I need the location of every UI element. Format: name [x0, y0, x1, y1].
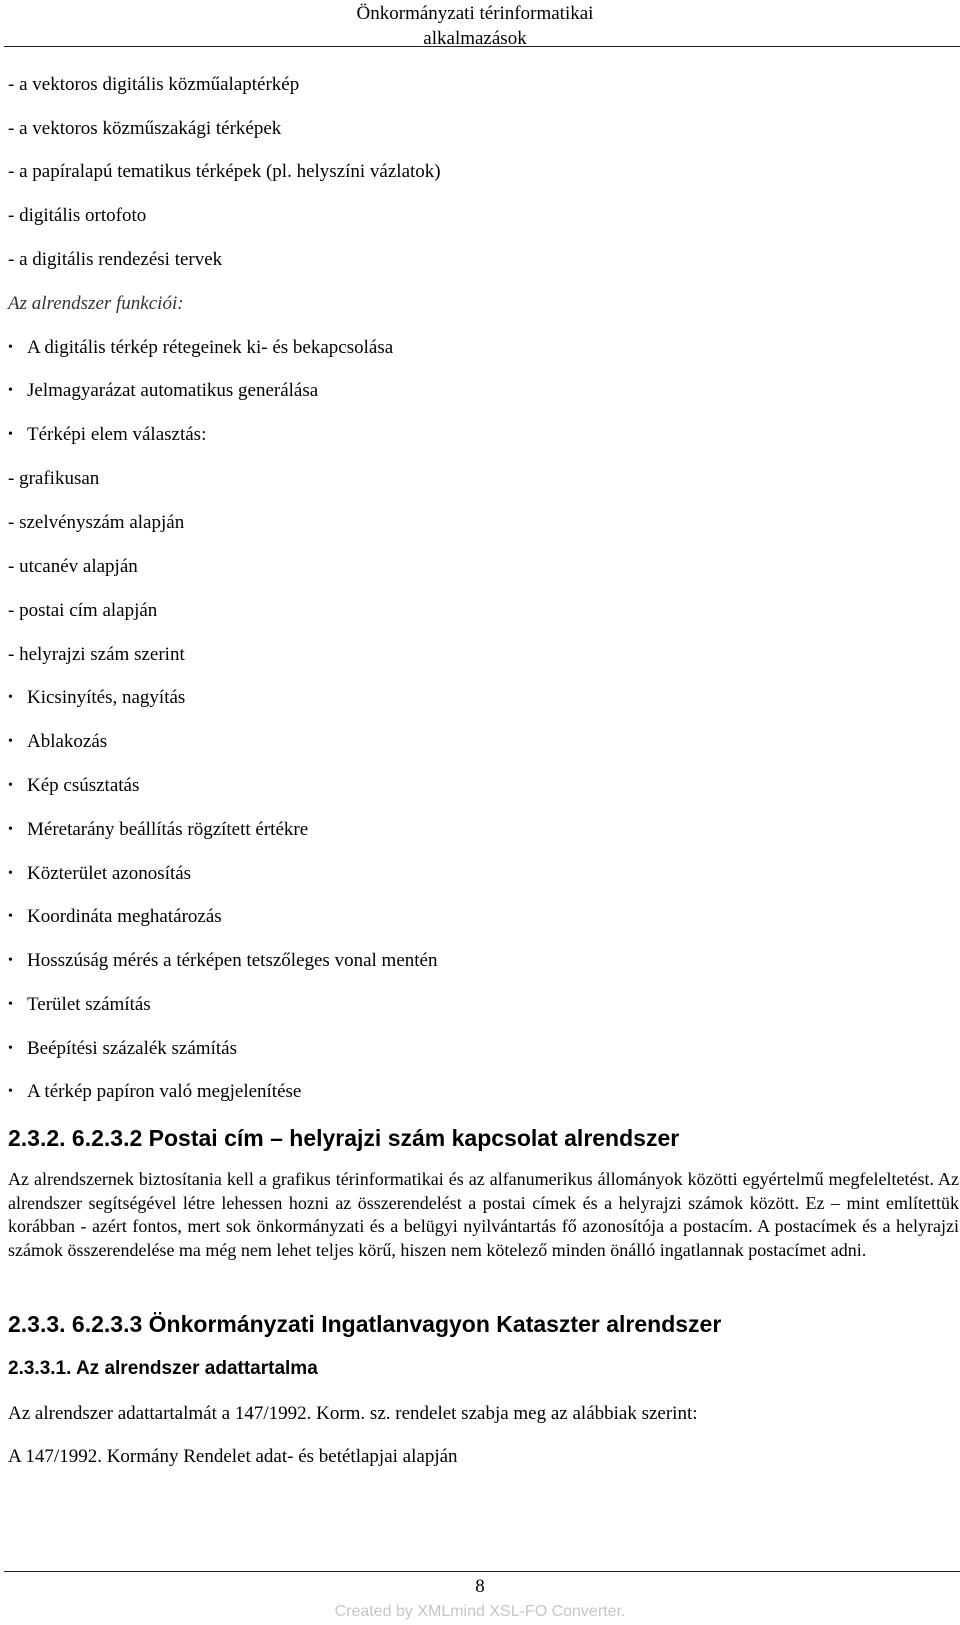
bullet-item [8, 906, 222, 928]
bullet-item-label: A térkép papíron való megjelenítése [27, 1081, 302, 1102]
bullet-item [8, 863, 191, 885]
bullet-item [8, 687, 185, 709]
bullet-icon: • [8, 1041, 13, 1056]
bullet-item [8, 775, 139, 797]
bullet-item-label: Kép csúsztatás [27, 775, 140, 796]
bullet-icon: • [8, 866, 13, 881]
bullet-item [8, 380, 318, 402]
page-header [0, 0, 960, 48]
bullet-item-label: Térképi elem választás: [27, 424, 207, 445]
bullet-item-label: Hosszúság mérés a térképen tetszőleges vonal mentén [27, 950, 438, 971]
bullet-icon: • [8, 427, 13, 442]
bullet-icon: • [8, 997, 13, 1012]
list-item: - szelvényszám alapján [8, 512, 185, 533]
bullet-item [8, 337, 393, 359]
footer-divider [4, 1571, 960, 1572]
bullet-item [8, 994, 151, 1016]
bullet-item-label: Jelmagyarázat automatikus generálása [27, 380, 319, 401]
bullet-icon: • [8, 909, 13, 924]
generator-note: Created by XMLmind XSL-FO Converter. [334, 1603, 626, 1620]
functions-heading: Az alrendszer funkciói: [8, 293, 184, 314]
bullet-icon: • [8, 953, 13, 968]
list-item: - helyrajzi szám szerint [8, 644, 185, 665]
body-text: Az alrendszer adattartalmát a 147/1992. Korm. sz. rendelet szabja meg az alábbiak szerint: [8, 1403, 698, 1424]
list-item: - a digitális rendezési tervek [8, 249, 223, 270]
bullet-item-label: Koordináta meghatározás [27, 906, 222, 927]
bullet-item-label: Beépítési százalék számítás [27, 1038, 237, 1059]
list-item: - grafikusan [8, 468, 100, 489]
bullet-icon: • [8, 734, 13, 749]
bullet-item [8, 950, 437, 972]
bullet-item [8, 731, 107, 753]
list-item: - utcanév alapján [8, 556, 138, 577]
bullet-item-label: Közterület azonosítás [27, 863, 192, 884]
bullet-item-label: A digitális térkép rétegeinek ki- és bekapcsolása [27, 337, 394, 358]
bullet-item [8, 1038, 237, 1060]
bullet-item-label: Méretarány beállítás rögzített értékre [27, 819, 309, 840]
list-item: - a vektoros digitális közműalaptérkép [8, 74, 300, 95]
bullet-icon: • [8, 383, 13, 398]
bullet-icon: • [8, 1084, 13, 1099]
list-item: - a papíralapú tematikus térképek (pl. helyszíni vázlatok) [8, 161, 441, 182]
subsection-heading: 2.3.3.1. Az alrendszer adattartalma [8, 1358, 318, 1379]
page-number: 8 [475, 1576, 485, 1597]
bullet-item [8, 819, 308, 841]
section-paragraph: Az alrendszernek biztosítania kell a grafikus térinformatikai és az alfanumerikus állományok közötti egyértelmű megfeleltetést. Az alrendszer segítségével létre lehessen hozni az összerendelést a postai címek és a helyrajzi számok között. Ez – mint említettük korábban - azért fontos, mert sok önkormányzati és a belügyi nyilvántartás fő azonosítója a postacím. A postacímek és a helyrajzi számok összerendelése ma még nem lehet teljes körű, hiszen nem kötelező minden önálló ingatlannak postacímet adni. [8, 1169, 959, 1260]
list-item: - digitális ortofoto [8, 205, 147, 226]
bullet-icon: • [8, 778, 13, 793]
list-item: - a vektoros közműszakági térképek [8, 118, 282, 139]
bullet-item-label: Kicsinyítés, nagyítás [27, 687, 186, 708]
section-heading: 2.3.2. 6.2.3.2 Postai cím – helyrajzi szám kapcsolat alrendszer [8, 1125, 680, 1151]
bullet-item [8, 424, 206, 446]
section-heading: 2.3.3. 6.2.3.3 Önkormányzati Ingatlanvagyon Kataszter alrendszer [8, 1311, 722, 1337]
bullet-icon: • [8, 822, 13, 837]
bullet-icon: • [8, 340, 13, 355]
bullet-item-label: Terület számítás [27, 994, 151, 1015]
bullet-item-label: Ablakozás [27, 731, 108, 752]
bullet-item [8, 1081, 301, 1103]
header-divider [4, 46, 960, 47]
header-title: Önkormányzati térinformatikai alkalmazások [356, 3, 594, 49]
bullet-icon: • [8, 690, 13, 705]
list-item: - postai cím alapján [8, 600, 158, 621]
body-text: A 147/1992. Kormány Rendelet adat- és betétlapjai alapján [8, 1446, 458, 1467]
